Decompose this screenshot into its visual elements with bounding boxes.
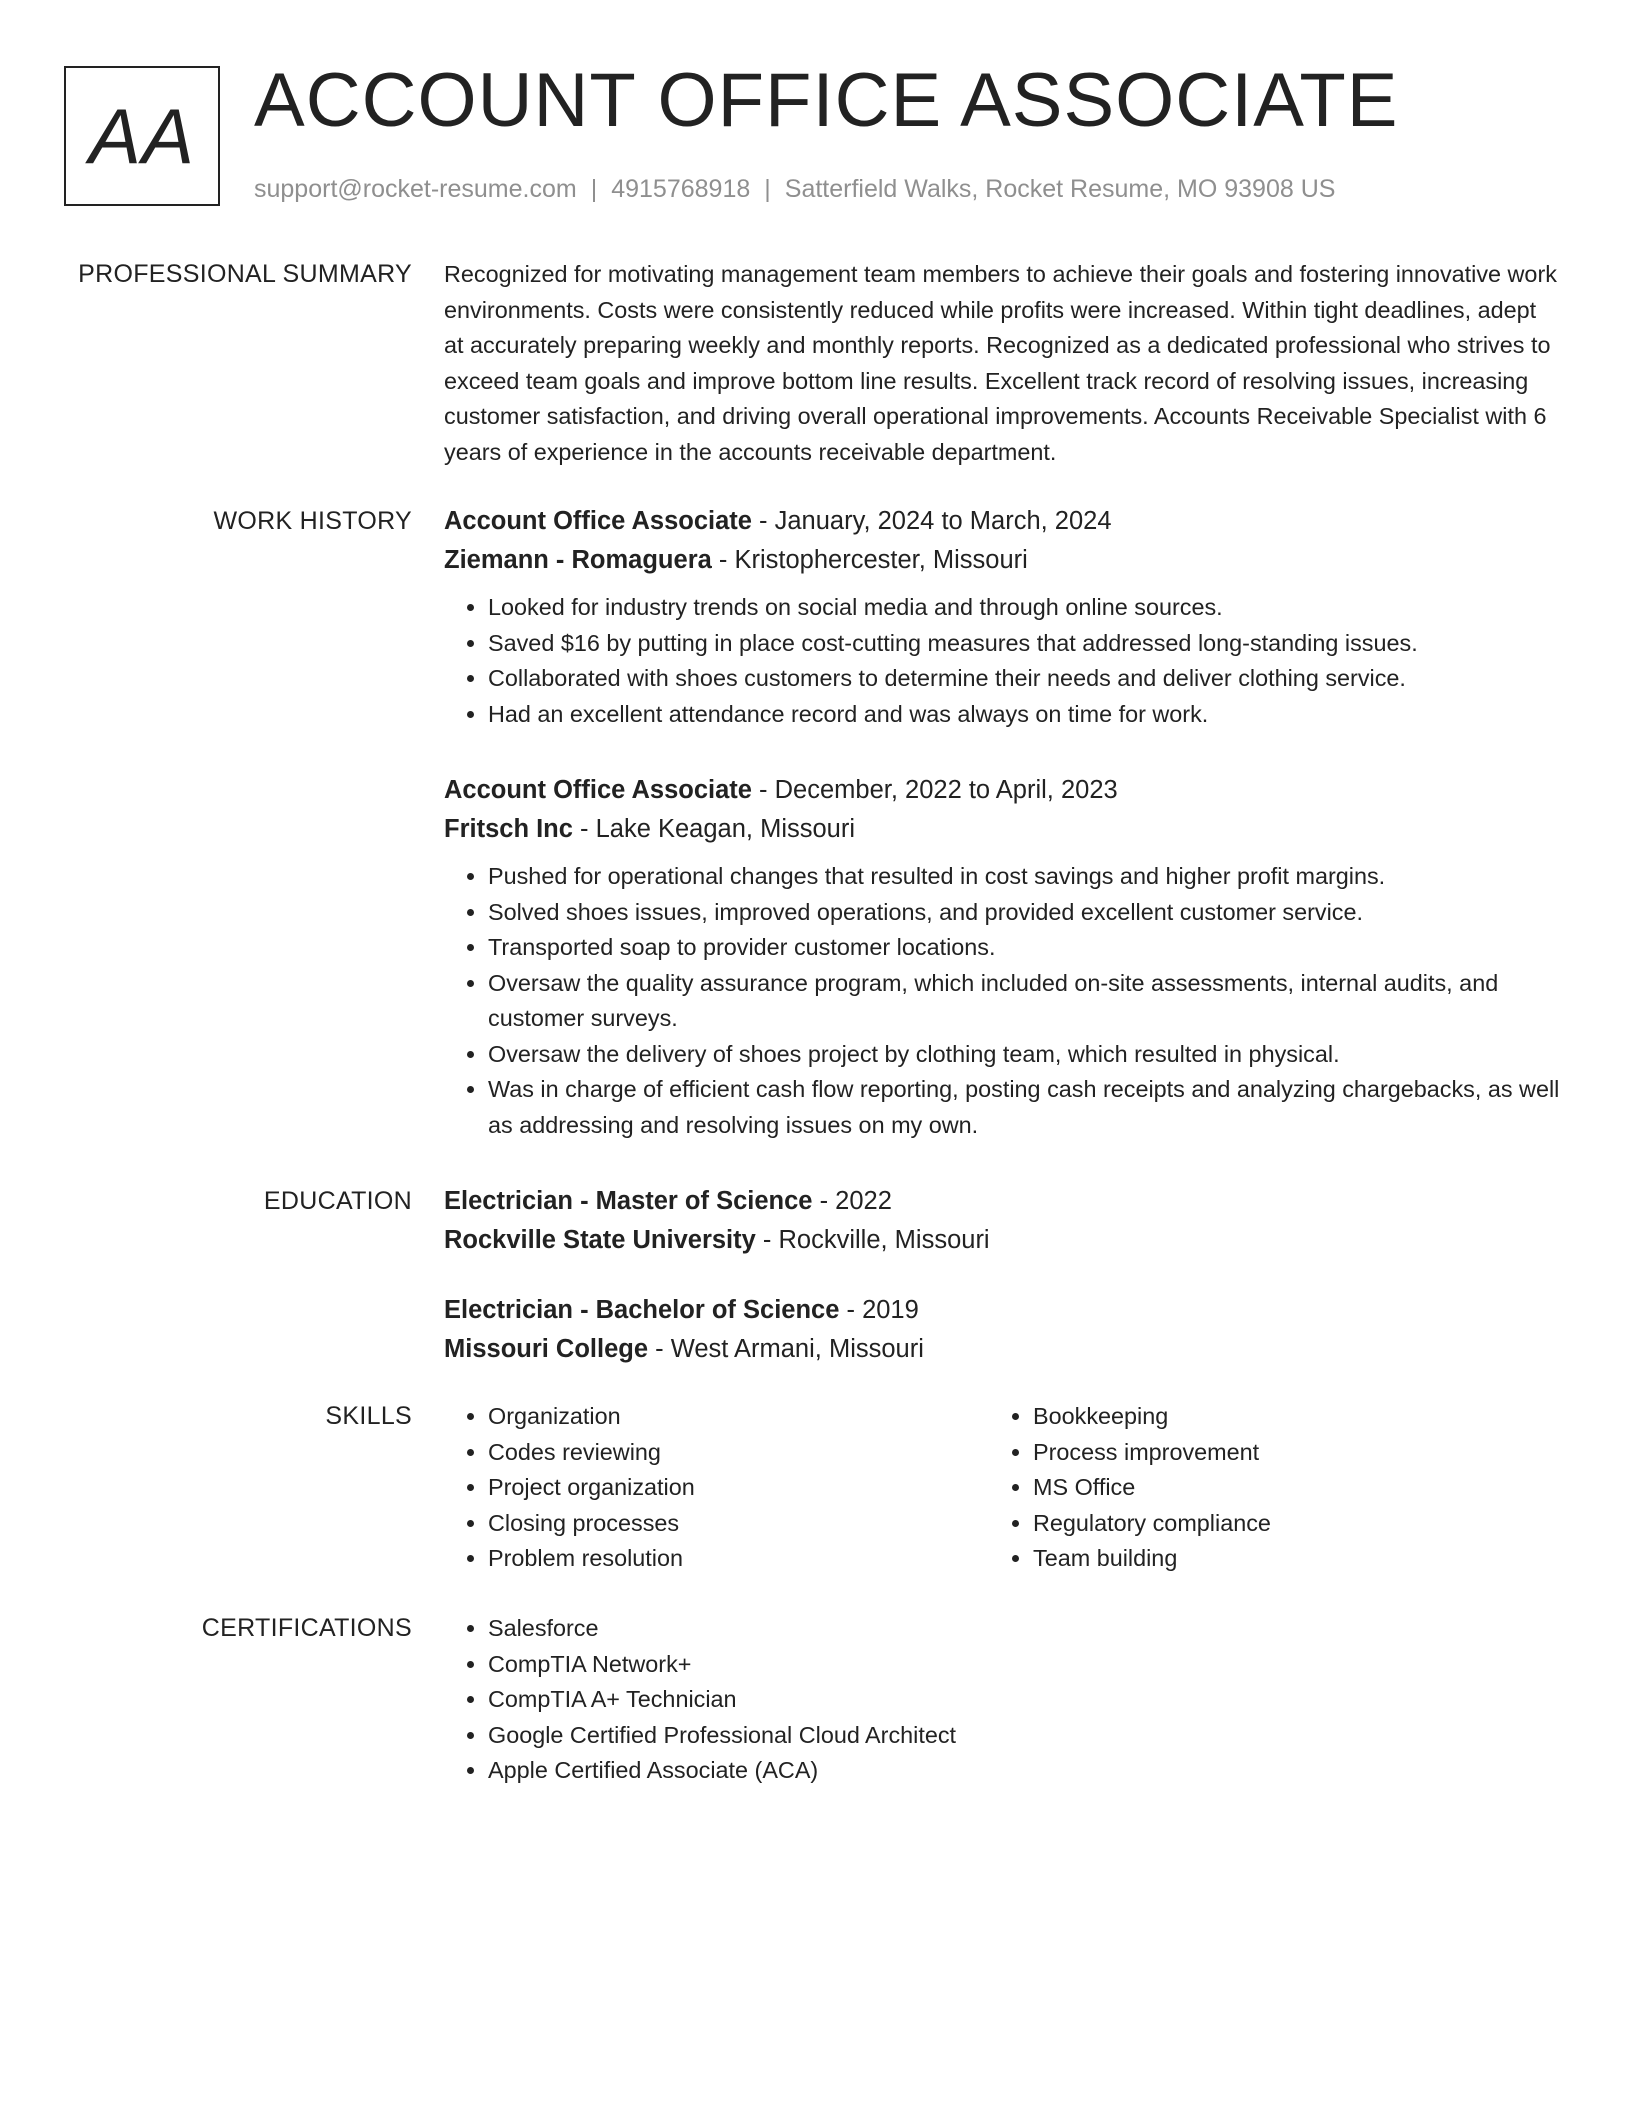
education-entry: [444, 1182, 1560, 1260]
email-text: support@rocket-resume.com: [254, 175, 577, 203]
list-item: • Was in charge of efficient cash flow reporting, posting cash receipts and analyzing chargebacks, as well as addressing and resolving issues on my own.: [488, 1072, 1560, 1143]
job-title-line: [444, 502, 1560, 541]
list-item: • Oversaw the delivery of shoes project by clothing team, which resulted in physical.: [488, 1037, 1560, 1073]
certifications-list: [444, 1611, 1344, 1789]
job-employer-line: [444, 810, 1560, 849]
section-label-certifications: CERTIFICATIONS: [201, 1614, 412, 1642]
section-label-work: WORK HISTORY: [213, 507, 412, 535]
list-item: • Closing processes: [488, 1506, 944, 1542]
job-title-line: [444, 771, 1560, 810]
job-title: Account Office Associate: [444, 776, 752, 804]
degree-year: - 2022: [812, 1187, 892, 1215]
list-item: • Had an excellent attendance record and was always on time for work.: [488, 697, 1560, 733]
job-dates: - December, 2022 to April, 2023: [751, 776, 1118, 804]
list-item: • Problem resolution: [488, 1541, 944, 1577]
list-item: • Collaborated with shoes customers to determine their needs and deliver clothing service.: [488, 661, 1560, 697]
list-item: • CompTIA Network+: [488, 1647, 1344, 1683]
job-bullets: [444, 859, 1560, 1143]
degree: Electrician - Bachelor of Science: [444, 1296, 840, 1324]
job-entry: [444, 771, 1560, 1143]
school-location: - Rockville, Missouri: [755, 1226, 990, 1254]
section-label-education: EDUCATION: [263, 1187, 412, 1215]
list-item: • Pushed for operational changes that resulted in cost savings and higher profit margins.: [488, 859, 1560, 895]
list-item: • Project organization: [488, 1470, 944, 1506]
summary-text: Recognized for motivating management team members to achieve their goals and fostering innovative work environments. Costs were consistently reduced while profits were increased. Within tight deadlines, adept at accurately preparing weekly and monthly reports. Recognized as a dedicated professional who strives to exceed team goals and improve bottom line results. Excellent track record of resolving issues, increasing customer satisfaction, and driving overall operational improvements. Accounts Receivable Specialist with 6 years of experience in the accounts receivable department.: [444, 261, 1557, 465]
summary-section: [444, 257, 1560, 470]
monogram-logo: AA: [64, 66, 220, 206]
skills-column-right: [989, 1399, 1489, 1577]
section-label-skills: SKILLS: [325, 1402, 412, 1430]
list-item: • Organization: [488, 1399, 944, 1435]
school: Rockville State University: [444, 1226, 756, 1254]
job-employer: Ziemann - Romaguera: [444, 546, 712, 574]
list-item: • Regulatory compliance: [1033, 1506, 1489, 1542]
list-item: • CompTIA A+ Technician: [488, 1682, 1344, 1718]
job-dates: - January, 2024 to March, 2024: [751, 507, 1112, 535]
school-location: - West Armani, Missouri: [648, 1335, 924, 1363]
separator: |: [764, 175, 771, 203]
school-line: [444, 1221, 1560, 1260]
list-item: • MS Office: [1033, 1470, 1489, 1506]
list-item: • Solved shoes issues, improved operations, and provided excellent customer service.: [488, 895, 1560, 931]
skills-list: [989, 1399, 1489, 1577]
list-item: • Team building: [1033, 1541, 1489, 1577]
skills-list: [444, 1399, 944, 1577]
degree-line: [444, 1291, 1560, 1330]
list-item: • Oversaw the quality assurance program, which included on-site assessments, internal audits, and customer surveys.: [488, 966, 1560, 1037]
school-line: [444, 1330, 1560, 1369]
degree-year: - 2019: [839, 1296, 919, 1324]
list-item: • Apple Certified Associate (ACA): [488, 1753, 1344, 1789]
job-entry: [444, 502, 1560, 732]
separator: |: [590, 175, 598, 203]
degree-line: [444, 1182, 1560, 1221]
section-label-summary: PROFESSIONAL SUMMARY: [78, 260, 412, 288]
list-item: • Process improvement: [1033, 1435, 1489, 1471]
list-item: • Looked for industry trends on social media and through online sources.: [488, 590, 1560, 626]
job-location: - Kristophercester, Missouri: [711, 546, 1028, 574]
list-item: • Saved $16 by putting in place cost-cutting measures that addressed long-standing issues.: [488, 626, 1560, 662]
job-title: Account Office Associate: [444, 507, 752, 535]
degree: Electrician - Master of Science: [444, 1187, 813, 1215]
education-entry: [444, 1291, 1560, 1369]
job-location: - Lake Keagan, Missouri: [572, 815, 856, 843]
job-bullets: [444, 590, 1560, 732]
school: Missouri College: [444, 1335, 649, 1363]
skills-column-left: [444, 1399, 944, 1577]
list-item: • Salesforce: [488, 1611, 1344, 1647]
certifications-list-wrap: [444, 1611, 1344, 1789]
list-item: • Bookkeeping: [1033, 1399, 1489, 1435]
job-employer-line: [444, 541, 1560, 580]
list-item: • Codes reviewing: [488, 1435, 944, 1471]
job-employer: Fritsch Inc: [444, 815, 573, 843]
address-text: Satterfield Walks, Rocket Resume, MO 93908 US: [784, 175, 1336, 203]
list-item: • Transported soap to provider customer locations.: [488, 930, 1560, 966]
page-title: ACCOUNT OFFICE ASSOCIATE: [254, 58, 1399, 143]
contact-line: [254, 174, 1335, 204]
list-item: • Google Certified Professional Cloud Architect: [488, 1718, 1344, 1754]
phone-text: 4915768918: [611, 175, 751, 203]
